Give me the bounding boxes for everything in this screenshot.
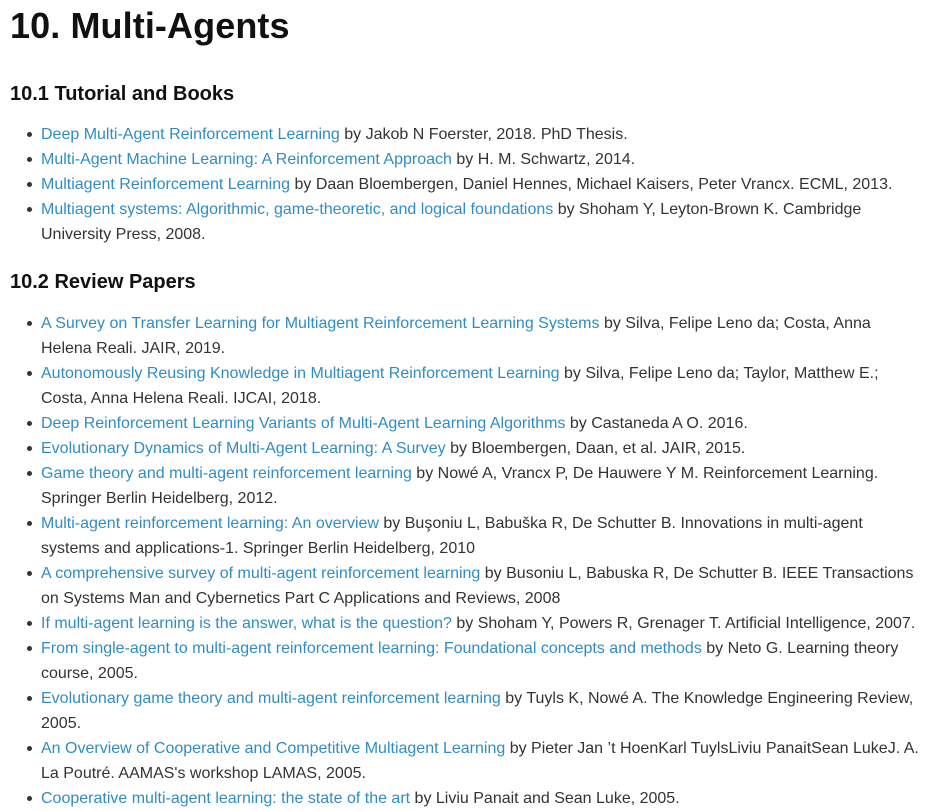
list-item	[10, 172, 919, 197]
section-heading-review-papers: 10.2 Review Papers	[10, 271, 196, 293]
reference-details: by Neto G. Learning theory course, 2005.	[41, 640, 899, 682]
list-item	[10, 686, 919, 736]
list-item	[10, 361, 919, 411]
list-item	[10, 461, 919, 511]
reference-link[interactable]: From single-agent to multi-agent reinforcement learning: Foundational concepts and methods	[41, 640, 702, 657]
reference-list-review-papers	[10, 311, 919, 811]
reference-details: by Pieter Jan ’t HoenKarl TuylsLiviu PanaitSean LukeJ. A. La Poutré. AAMAS's workshop LAMAS, 2005.	[41, 740, 919, 782]
reference-details: by Nowé A, Vrancx P, De Hauwere Y M. Reinforcement Learning. Springer Berlin Heidelberg, 2012.	[41, 465, 879, 507]
list-item	[10, 786, 919, 811]
reference-details: by Silva, Felipe Leno da; Costa, Anna Helena Reali. JAIR, 2019.	[41, 315, 871, 357]
reference-link[interactable]: Multi-Agent Machine Learning: A Reinforcement Approach	[41, 151, 452, 168]
reference-details: by Liviu Panait and Sean Luke, 2005.	[410, 790, 680, 807]
reference-link[interactable]: Cooperative multi-agent learning: the state of the art	[41, 790, 411, 807]
list-item	[10, 147, 919, 172]
reference-link[interactable]: Multiagent systems: Algorithmic, game-theoretic, and logical foundations	[41, 201, 554, 218]
list-item	[10, 611, 919, 636]
reference-link[interactable]: An Overview of Cooperative and Competitive Multiagent Learning	[41, 740, 506, 757]
list-item	[10, 636, 919, 686]
reference-details: by Shoham Y, Leyton-Brown K. Cambridge University Press, 2008.	[41, 201, 862, 243]
reference-link[interactable]: Multi-agent reinforcement learning: An overview	[41, 515, 379, 532]
reference-link[interactable]: Deep Multi-Agent Reinforcement Learning	[41, 126, 340, 143]
reference-link[interactable]: Evolutionary game theory and multi-agent reinforcement learning	[41, 690, 501, 707]
reference-details: by Bloembergen, Daan, et al. JAIR, 2015.	[445, 440, 746, 457]
reference-details: by Jakob N Foerster, 2018. PhD Thesis.	[339, 126, 628, 143]
reference-link[interactable]: Evolutionary Dynamics of Multi-Agent Learning: A Survey	[41, 440, 446, 457]
list-item	[10, 311, 919, 361]
section-heading-tutorials-books: 10.1 Tutorial and Books	[10, 83, 235, 105]
reference-link[interactable]: Autonomously Reusing Knowledge in Multiagent Reinforcement Learning	[41, 365, 560, 382]
list-item	[10, 736, 919, 786]
reference-details: by Daan Bloembergen, Daniel Hennes, Michael Kaisers, Peter Vrancx. ECML, 2013.	[290, 176, 893, 193]
list-item	[10, 122, 919, 147]
list-item	[10, 197, 919, 247]
list-item	[10, 436, 919, 461]
reference-link[interactable]: Deep Reinforcement Learning Variants of Multi-Agent Learning Algorithms	[41, 415, 566, 432]
reference-details: by Shoham Y, Powers R, Grenager T. Artificial Intelligence, 2007.	[451, 615, 916, 632]
reference-details: by Castaneda A O. 2016.	[565, 415, 748, 432]
page-title: 10. Multi-Agents	[10, 5, 290, 46]
reference-list-tutorials-books	[10, 122, 919, 247]
reference-details: by Tuyls K, Nowé A. The Knowledge Engineering Review, 2005.	[41, 690, 914, 732]
list-item	[10, 411, 919, 436]
reference-link[interactable]: A Survey on Transfer Learning for Multiagent Reinforcement Learning Systems	[41, 315, 600, 332]
reference-link[interactable]: A comprehensive survey of multi-agent reinforcement learning	[41, 565, 481, 582]
reference-link[interactable]: Multiagent Reinforcement Learning	[41, 176, 291, 193]
reference-details: by H. M. Schwartz, 2014.	[451, 151, 636, 168]
list-item	[10, 511, 919, 561]
reference-details: by Buşoniu L, Babuška R, De Schutter B. Innovations in multi-agent systems and applications-1. Springer Berlin Heidelberg, 2010	[41, 515, 863, 557]
reference-link[interactable]: If multi-agent learning is the answer, what is the question?	[41, 615, 452, 632]
reference-details: by Silva, Felipe Leno da; Taylor, Matthew E.; Costa, Anna Helena Reali. IJCAI, 2018.	[41, 365, 879, 407]
list-item	[10, 561, 919, 611]
reference-details: by Busoniu L, Babuska R, De Schutter B. IEEE Transactions on Systems Man and Cybernetics Part C Applications and Reviews, 2008	[41, 565, 914, 607]
reference-link[interactable]: Game theory and multi-agent reinforcement learning	[41, 465, 412, 482]
